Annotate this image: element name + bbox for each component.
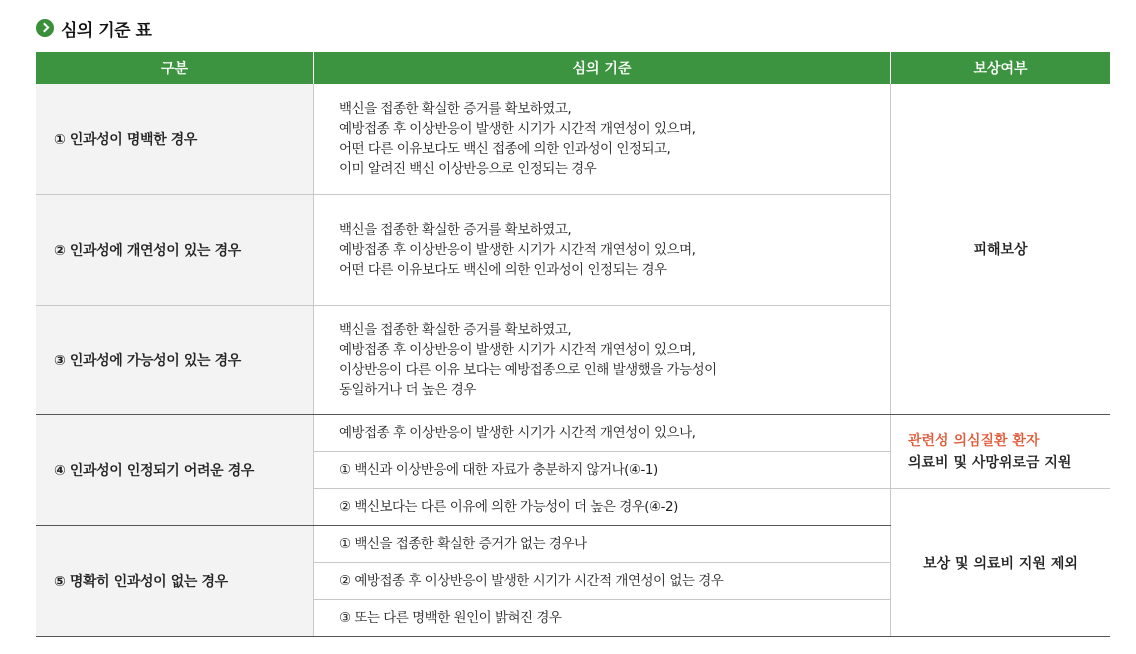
row-divider — [314, 599, 890, 600]
criteria-line: 이상반응이 다른 이유 보다는 예방접종으로 인해 발생했을 가능성이 — [339, 362, 717, 378]
criteria-line: 예방접종 후 이상반응이 발생한 시기가 시간적 개연성이 있으며, — [339, 242, 696, 258]
circle-arrow-right-icon — [36, 19, 54, 37]
criteria-cell — [314, 526, 890, 562]
compensation-highlight: 관련성 의심질환 환자 — [908, 432, 1040, 449]
criteria-line: ① 백신을 접종한 확실한 증거가 없는 경우나 — [339, 536, 587, 552]
category-cell — [36, 415, 313, 525]
criteria-line: 백신을 접종한 확실한 증거를 확보하였고, — [339, 101, 572, 117]
row-divider — [314, 562, 890, 563]
criteria-line: 어떤 다른 이유보다도 백신에 의한 인과성이 인정되는 경우 — [339, 262, 667, 278]
category-cell — [36, 195, 313, 305]
header-criteria: 심의 기준 — [314, 52, 890, 84]
criteria-cell — [314, 489, 890, 525]
header-compensation: 보상여부 — [891, 52, 1110, 84]
category-cell — [36, 526, 313, 636]
header-category: 구분 — [36, 52, 313, 84]
compensation-label: 피해보상 — [973, 242, 1028, 258]
criteria-line: 백신을 접종한 확실한 증거를 확보하였고, — [339, 222, 572, 238]
column-divider — [313, 84, 314, 636]
column-divider — [890, 84, 891, 636]
table-bottom-border — [36, 636, 1110, 637]
row-divider — [314, 451, 890, 452]
row-divider — [314, 488, 1110, 489]
compensation-cell — [891, 415, 1110, 488]
row-divider — [36, 194, 891, 195]
row-divider — [36, 525, 891, 526]
category-cell — [36, 306, 313, 414]
criteria-line: 이미 알려진 백신 이상반응으로 인정되는 경우 — [339, 161, 597, 177]
criteria-line: 동일하거나 더 높은 경우 — [339, 382, 476, 398]
criteria-line: 어떤 다른 이유보다도 백신 접종에 의한 인과성이 인정되고, — [339, 141, 671, 157]
criteria-cell — [314, 195, 890, 305]
category-label: ⑤ 명확히 인과성이 없는 경우 — [54, 574, 228, 590]
compensation-cell — [891, 84, 1110, 414]
section-heading — [36, 16, 151, 40]
criteria-line: 예방접종 후 이상반응이 발생한 시기가 시간적 개연성이 있으며, — [339, 121, 696, 137]
compensation-cell — [891, 489, 1110, 636]
category-label: ③ 인과성에 가능성이 있는 경우 — [54, 353, 241, 369]
category-label: ① 인과성이 명백한 경우 — [54, 132, 197, 148]
criteria-table — [36, 52, 1110, 636]
criteria-cell — [314, 306, 890, 414]
criteria-line: ② 예방접종 후 이상반응이 발생한 시기가 시간적 개연성이 없는 경우 — [339, 573, 724, 589]
compensation-label: 의료비 및 사망위로금 지원 — [908, 454, 1072, 471]
criteria-line: ① 백신과 이상반응에 대한 자료가 충분하지 않거나(④-1) — [339, 462, 658, 478]
criteria-cell — [314, 563, 890, 599]
criteria-cell — [314, 415, 890, 451]
criteria-cell — [314, 84, 890, 194]
criteria-line: 예방접종 후 이상반응이 발생한 시기가 시간적 개연성이 있으며, — [339, 342, 696, 358]
category-label: ② 인과성에 개연성이 있는 경우 — [54, 243, 241, 259]
row-divider — [36, 414, 1110, 415]
criteria-line: 백신을 접종한 확실한 증거를 확보하였고, — [339, 322, 572, 338]
row-divider — [36, 305, 891, 306]
compensation-label: 보상 및 의료비 지원 제외 — [923, 555, 1078, 572]
criteria-cell — [314, 452, 890, 488]
criteria-line: ③ 또는 다른 명백한 원인이 밝혀진 경우 — [339, 610, 562, 626]
section-title: 심의 기준 표 — [61, 20, 152, 41]
category-cell — [36, 84, 313, 194]
category-label: ④ 인과성이 인정되기 어려운 경우 — [54, 463, 254, 479]
criteria-line: ② 백신보다는 다른 이유에 의한 가능성이 더 높은 경우(④-2) — [339, 499, 678, 515]
criteria-line: 예방접종 후 이상반응이 발생한 시기가 시간적 개연성이 있으나, — [339, 425, 696, 441]
criteria-cell — [314, 600, 890, 636]
